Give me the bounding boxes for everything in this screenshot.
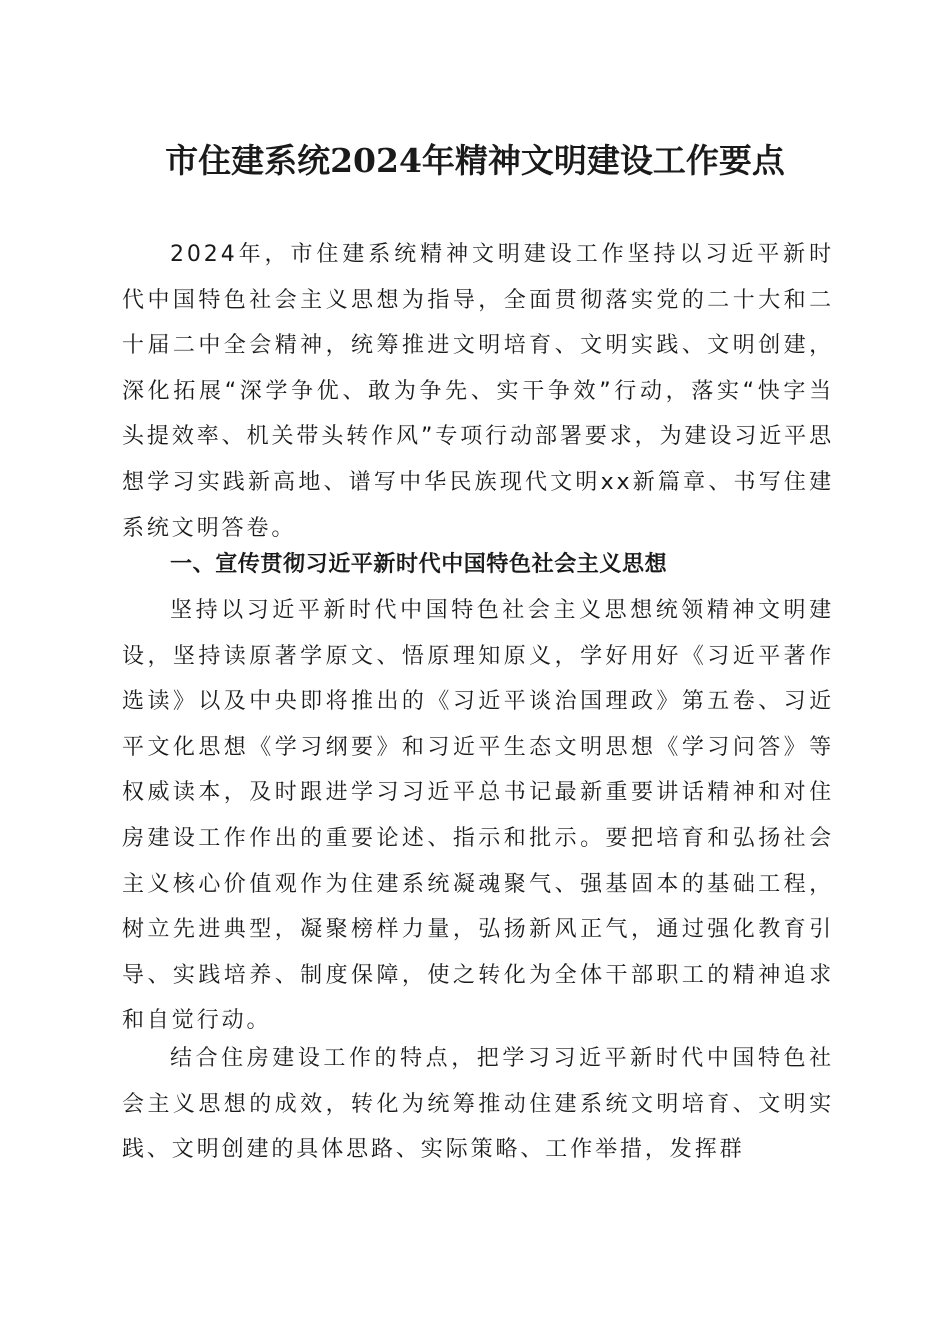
section-heading-1: 一、宣传贯彻习近平新时代中国特色社会主义思想 (170, 552, 668, 577)
intro-paragraph: 2024年，市住建系统精神文明建设工作坚持以习近平新时代中国特色社会主义思想为指导，全面贯彻落实党的二十大和二十届二中全会精神，统筹推进文明培育、文明实践、文明创建，深化拓展“深学争优、敢为争先、实干争效”行动，落实“快字当头提效率、机关带头转作风”专项行动部署要求，为建设习近平思想学习实践新高地、谱写中华民族现代文明xx新篇章、书写住建系统文明答卷。 (122, 242, 834, 541)
section-1-paragraph-1: 坚持以习近平新时代中国特色社会主义思想统领精神文明建设，坚持读原著学原文、悟原理知原义，学好用好《习近平著作选读》以及中央即将推出的《习近平谈治国理政》第五卷、习近平文化思想《学习纲要》和习近平生态文明思想《学习问答》等权威读本，及时跟进学习习近平总书记最新重要讲话精神和对住房建设工作作出的重要论述、指示和批示。要把培育和弘扬社会主义核心价值观作为住建系统凝魂聚气、强基固本的基础工程，树立先进典型，凝聚榜样力量，弘扬新风正气，通过强化教育引导、实践培养、制度保障，使之转化为全体干部职工的精神追求和自觉行动。 (122, 598, 834, 1034)
section-1-paragraph-2: 结合住房建设工作的特点，把学习习近平新时代中国特色社会主义思想的成效，转化为统筹推动住建系统文明培育、文明实践、文明创建的具体思路、实际策略、工作举措，发挥群 (122, 1046, 834, 1163)
document-title: 市住建系统2024年精神文明建设工作要点 (165, 141, 785, 180)
